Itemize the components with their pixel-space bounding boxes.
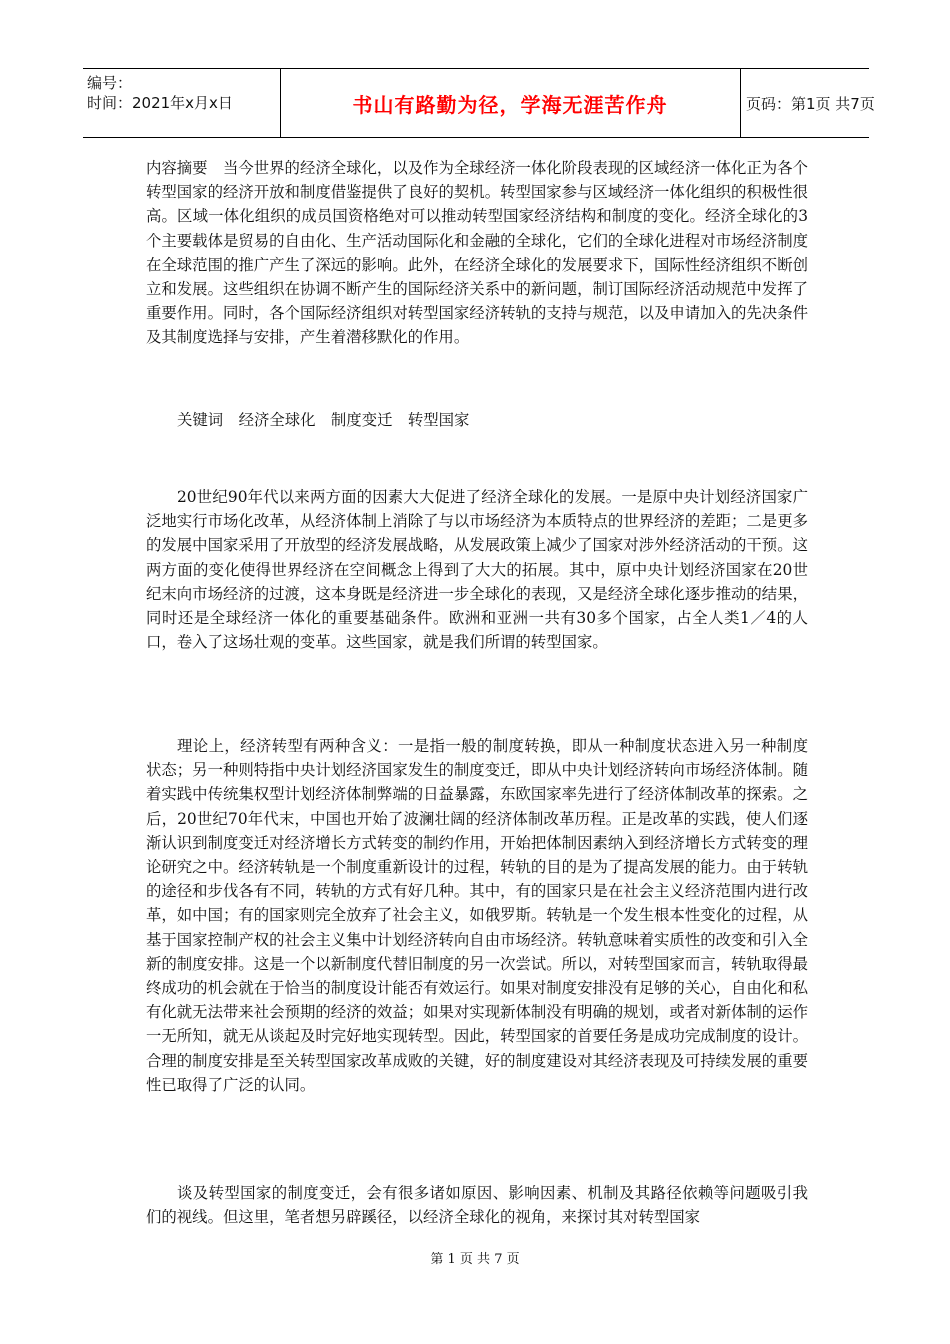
keywords-line: 关键词 经济全球化 制度变迁 转型国家	[177, 411, 470, 429]
paragraph-text: 理论上，经济转型有两种含义：一是指一般的制度转换，即从一种制度状态进入另一种制度状态；另一种则特指中央计划经济国家发生的制度变迁，即从中央计划经济转向市场经济体制。随着实践中传统集权型计划经济体制弊端的日益暴露，东欧国家率先进行了经济体制改革的探索。之后，20世纪70年代末，中国也开始了波澜壮阔的经济体制改革历程。正是改革的实践，使人们逐渐认识到制度变迁对经济增长方式转变的制约作用，开始把体制因素纳入到经济增长方式转变的理论研究之中。经济转轨是一个制度重新设计的过程，转轨的目的是为了提高发展的能力。由于转轨的途径和步伐各有不同，转轨的方式有好几种。其中，有的国家只是在社会主义经济范围内进行改革，如中国；有的国家则完全放弃了社会主义，如俄罗斯。转轨是一个发生根本性变化的过程，从基于国家控制产权的社会主义集中计划经济转向自由市场经济。转轨意味着实质性的改变和引入全新的制度安排。这是一个以新制度代替旧制度的另一次尝试。所以，对转型国家而言，转轨取得最终成功的机会就在于恰当的制度设计能否有效运行。如果对制度安排没有足够的关心，自由化和私有化就无法带来社会预期的经济的效益；如果对实现新体制没有明确的规划，或者对新体制的运作一无所知，就无从谈起及时完好地实现转型。因此，转型国家的首要任务是成功完成制度的设计。合理的制度安排是至关转型国家改革成败的关键，好的制度建设对其经济表现及可持续发展的重要性已取得了广泛的认同。	[146, 737, 808, 1094]
header-page-number: 页码：第1页 共7页	[746, 94, 875, 113]
header-motto: 书山有路勤为径，学海无涯苦作舟	[352, 92, 668, 117]
abstract-paragraph: 内容摘要 当今世界的经济全球化，以及作为全球经济一体化阶段表现的区域经济一体化正为各个转型国家的经济开放和制度借鉴提供了良好的契机。转型国家参与区域经济一体化组织的积极性很高。区域一体化组织的成员国资格绝对可以推动转型国家经济结构和制度的变化。经济全球化的3个主要载体是贸易的自由化、生产活动国际化和金融的全球化，它们的全球化进程对市场经济制度在全球范围的推广产生了深远的影响。此外，在经济全球化的发展要求下，国际性经济组织不断创立和发展。这些组织在协调不断产生的国际经济关系中的新问题，制订国际经济活动规范中发挥了重要作用。同时，各个国际经济组织对转型国家经济转轨的支持与规范，以及申请加入的先决条件及其制度选择与安排，产生着潜移默化的作用。	[146, 159, 808, 347]
keywords-section	[146, 408, 808, 432]
paragraph-text: 20世纪90年代以来两方面的因素大大促进了经济全球化的发展。一是原中央计划经济国家广泛地实行市场化改革，从经济体制上消除了与以市场经济为本质特点的世界经济的差距；二是更多的发展中国家采用了开放型的经济发展战略，从发展政策上减少了国家对涉外经济活动的干预。这两方面的变化使得世界经济在空间概念上得到了大大的拓展。其中，原中央计划经济国家在20世纪末向市场经济的过渡，这本身既是经济进一步全球化的表现，又是经济全球化逐步推动的结果，同时还是全球经济一体化的重要基础条件。欧洲和亚洲一共有30多个国家，占全人类1／4的人口，卷入了这场壮观的变革。这些国家，就是我们所谓的转型国家。	[146, 488, 808, 652]
body-paragraph-3	[146, 1181, 808, 1229]
body-paragraph-1	[146, 485, 808, 654]
header-page-cell	[740, 69, 875, 137]
page-header	[83, 68, 875, 138]
abstract-section	[146, 156, 808, 350]
header-motto-cell	[280, 69, 741, 137]
header-info-cell	[83, 69, 281, 137]
document-time-label: 时间：2021年x月x日	[87, 94, 233, 112]
document-number-label: 编号：	[87, 74, 133, 92]
paragraph-text: 谈及转型国家的制度变迁，会有很多诸如原因、影响因素、机制及其路径依赖等问题吸引我们的视线。但这里，笔者想另辟蹊径，以经济全球化的视角，来探讨其对转型国家	[146, 1184, 808, 1227]
body-paragraph-2	[146, 734, 808, 1097]
page-footer: 第 1 页 共 7 页	[430, 1252, 520, 1267]
